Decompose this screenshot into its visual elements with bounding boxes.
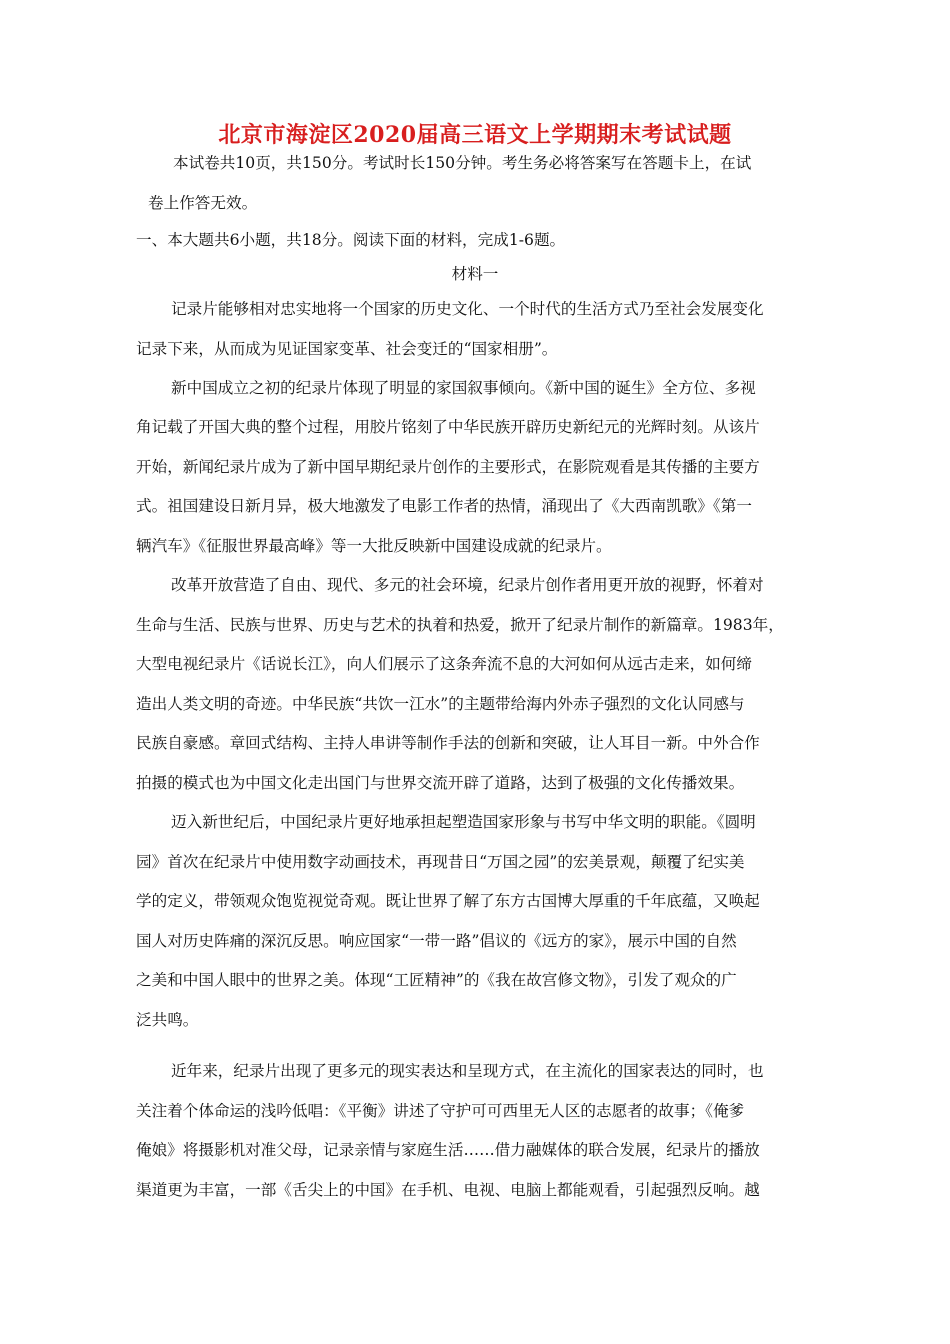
intro-line-1: 本试卷共10页，共150分。考试时长150分钟。考生务必将答案写在答题卡上，在试	[173, 154, 752, 172]
paragraph-4-line-4: 国人对历史阵痛的深沉反思。响应国家“一带一路”倡议的《远方的家》，展示中国的自然	[136, 932, 737, 950]
document-title: 北京市海淀区2020届高三语文上学期期末考试试题	[218, 122, 732, 148]
paragraph-2-line-5: 辆汽车》《征服世界最高峰》等一大批反映新中国建设成就的纪录片。	[136, 537, 612, 555]
paragraph-5-line-4: 渠道更为丰富，一部《舌尖上的中国》在手机、电视、电脑上都能观看，引起强烈反响。越	[136, 1181, 760, 1199]
paragraph-3-line-6: 拍摄的模式也为中国文化走出国门与世界交流开辟了道路，达到了极强的文化传播效果。	[136, 774, 745, 792]
material-1-heading: 材料一	[451, 265, 499, 283]
paragraph-2-line-3: 开始，新闻纪录片成为了新中国早期纪录片创作的主要形式，在影院观看是其传播的主要方	[136, 458, 760, 476]
paragraph-3-line-2: 生命与生活、民族与世界、历史与艺术的执着和热爱，掀开了纪录片制作的新篇章。1983年，	[136, 616, 784, 634]
paragraph-1-line-1: 记录片能够相对忠实地将一个国家的历史文化、一个时代的生活方式乃至社会发展变化	[171, 300, 764, 318]
paragraph-3-line-4: 造出人类文明的奇迹。中华民族“共饮一江水”的主题带给海内外赤子强烈的文化认同感与	[136, 695, 745, 713]
paragraph-4-line-1: 迈入新世纪后，中国纪录片更好地承担起塑造国家形象与书写中华文明的职能。《圆明	[171, 813, 756, 831]
paragraph-3-line-5: 民族自豪感。章回式结构、主持人串讲等制作手法的创新和突破，让人耳目一新。中外合作	[136, 734, 760, 752]
section-1-heading: 一、本大题共6小题，共18分。阅读下面的材料，完成1-6题。	[136, 231, 566, 249]
paragraph-5-line-3: 俺娘》将摄影机对准父母，记录亲情与家庭生活……借力融媒体的联合发展，纪录片的播放	[136, 1141, 760, 1159]
paragraph-5-line-1: 近年来，纪录片出现了更多元的现实表达和呈现方式，在主流化的国家表达的同时，也	[171, 1062, 764, 1080]
paragraph-4-line-6: 泛共鸣。	[136, 1011, 199, 1029]
paragraph-4-line-5: 之美和中国人眼中的世界之美。体现“工匠精神”的《我在故宫修文物》，引发了观众的广	[136, 971, 737, 989]
intro-line-2: 卷上作答无效。	[148, 194, 258, 212]
paragraph-5-line-2: 关注着个体命运的浅吟低唱：《平衡》讲述了守护可可西里无人区的志愿者的故事；《俺爹	[136, 1102, 745, 1120]
paragraph-2-line-2: 角记载了开国大典的整个过程，用胶片铭刻了中华民族开辟历史新纪元的光辉时刻。从该片	[136, 418, 760, 436]
paragraph-3-line-3: 大型电视纪录片《话说长江》，向人们展示了这条奔流不息的大河如何从远古走来，如何缔	[136, 655, 752, 673]
paragraph-3-line-1: 改革开放营造了自由、现代、多元的社会环境，纪录片创作者用更开放的视野，怀着对	[171, 576, 764, 594]
paragraph-4-line-3: 学的定义，带领观众饱览视觉奇观。既让世界了解了东方古国博大厚重的千年底蕴，又唤起	[136, 892, 760, 910]
paragraph-2-line-1: 新中国成立之初的纪录片体现了明显的家国叙事倾向。《新中国的诞生》全方位、多视	[171, 379, 756, 397]
paragraph-1-line-2: 记录下来，从而成为见证国家变革、社会变迁的“国家相册”。	[136, 340, 558, 358]
paragraph-4-line-2: 园》首次在纪录片中使用数字动画技术，再现昔日“万国之园”的宏美景观，颠覆了纪实美	[136, 853, 745, 871]
paragraph-2-line-4: 式。祖国建设日新月异，极大地激发了电影工作者的热情，涌现出了《大西南凯歌》《第一	[136, 497, 752, 515]
